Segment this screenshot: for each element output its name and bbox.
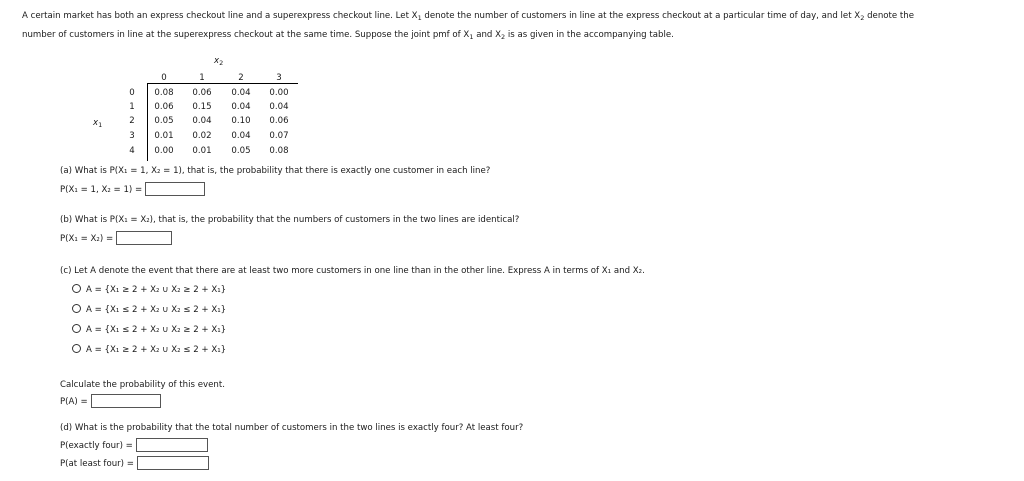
col-variable-label: $x_2$ <box>214 56 224 67</box>
table-col-header: 0 <box>161 73 167 83</box>
part-d-exact-input[interactable] <box>136 438 208 452</box>
part-d-question: (d) What is the probability that the total number of customers in the two lines is exactly four? At least four? <box>60 423 524 433</box>
intro-line-2: number of customers in line at the superexpress checkout at the same time. Suppose the joint pmf of $X_1$ and $X_2$ is as given in the accompanying table. <box>22 30 674 41</box>
part-c-label: P(A) = <box>60 397 88 407</box>
part-a-question: (a) What is P(X₁ = 1, X₂ = 1), that is, the probability that there is exactly one customer in each line? <box>60 166 491 176</box>
table-cell: 0.02 <box>192 131 212 141</box>
table-row-header: 3 <box>129 131 135 141</box>
problem-statement <box>22 8 914 46</box>
radio-icon[interactable] <box>72 284 81 293</box>
table-cell: 0.10 <box>231 116 251 126</box>
part-c-option-3[interactable]: A = {X₁ ≤ 2 + X₂ ∪ X₂ ≥ 2 + X₁} <box>72 324 226 335</box>
table-cell: 0.08 <box>269 146 289 156</box>
table-cell: 0.08 <box>154 88 174 98</box>
table-cell: 0.06 <box>192 88 212 98</box>
part-d-exact-label: P(exactly four) = <box>60 441 133 451</box>
table-row-header: 4 <box>129 146 135 156</box>
part-d-atleast-label: P(at least four) = <box>60 459 134 469</box>
table-row-header: 0 <box>129 88 135 98</box>
table-col-header: 3 <box>276 73 282 83</box>
table-cell: 0.01 <box>192 146 212 156</box>
table-cell: 0.04 <box>269 102 289 112</box>
table-row-header: 1 <box>129 102 135 112</box>
part-a-label: P(X₁ = 1, X₂ = 1) = <box>60 185 143 195</box>
table-cell: 0.06 <box>154 102 174 112</box>
part-c-calc-text: Calculate the probability of this event. <box>60 380 225 390</box>
part-d-atleast-input[interactable] <box>137 456 209 470</box>
part-d-atleast-row <box>60 456 209 470</box>
intro-line-1: A certain market has both an express checkout line and a superexpress checkout line. Let $X_1$ denote the number of customers in line at the express checkout at a particular time of day, and let $X_2$ denote the <box>22 11 915 22</box>
part-c-answer-input[interactable] <box>91 394 161 408</box>
part-c-question: (c) Let A denote the event that there are at least two more customers in one line than in the other line. Express A in terms of X₁ and X₂. <box>60 266 645 276</box>
part-a-answer-row <box>60 182 205 196</box>
table-cell: 0.04 <box>231 131 251 141</box>
part-b-question: (b) What is P(X₁ = X₂), that is, the probability that the numbers of customers in the two lines are identical? <box>60 215 520 225</box>
table-col-header: 1 <box>199 73 205 83</box>
table-cell: 0.05 <box>154 116 174 126</box>
table-row-header: 2 <box>129 116 135 126</box>
part-c-answer-row <box>60 394 161 408</box>
part-a-answer-input[interactable] <box>145 182 205 196</box>
table-header-rule <box>148 83 298 84</box>
table-cell: 0.04 <box>231 102 251 112</box>
joint-pmf-table <box>90 54 300 166</box>
part-b-answer-input[interactable] <box>116 231 172 245</box>
table-cell: 0.05 <box>231 146 251 156</box>
table-cell: 0.04 <box>231 88 251 98</box>
part-c-option-1[interactable]: A = {X₁ ≥ 2 + X₂ ∪ X₂ ≥ 2 + X₁} <box>72 284 226 295</box>
row-variable-label: $x_1$ <box>93 118 103 129</box>
part-b-answer-row <box>60 231 172 245</box>
radio-icon[interactable] <box>72 324 81 333</box>
table-cell: 0.15 <box>192 102 212 112</box>
part-c-option-2[interactable]: A = {X₁ ≤ 2 + X₂ ∪ X₂ ≤ 2 + X₁} <box>72 304 226 315</box>
part-c-option-4[interactable]: A = {X₁ ≥ 2 + X₂ ∪ X₂ ≤ 2 + X₁} <box>72 344 226 355</box>
radio-icon[interactable] <box>72 344 81 353</box>
table-cell: 0.00 <box>154 146 174 156</box>
table-col-header: 2 <box>238 73 244 83</box>
part-b-label: P(X₁ = X₂) = <box>60 234 114 244</box>
radio-icon[interactable] <box>72 304 81 313</box>
table-cell: 0.06 <box>269 116 289 126</box>
table-cell: 0.04 <box>192 116 212 126</box>
table-cell: 0.07 <box>269 131 289 141</box>
table-cell: 0.01 <box>154 131 174 141</box>
table-cell: 0.00 <box>269 88 289 98</box>
part-d-exact-row <box>60 438 208 452</box>
